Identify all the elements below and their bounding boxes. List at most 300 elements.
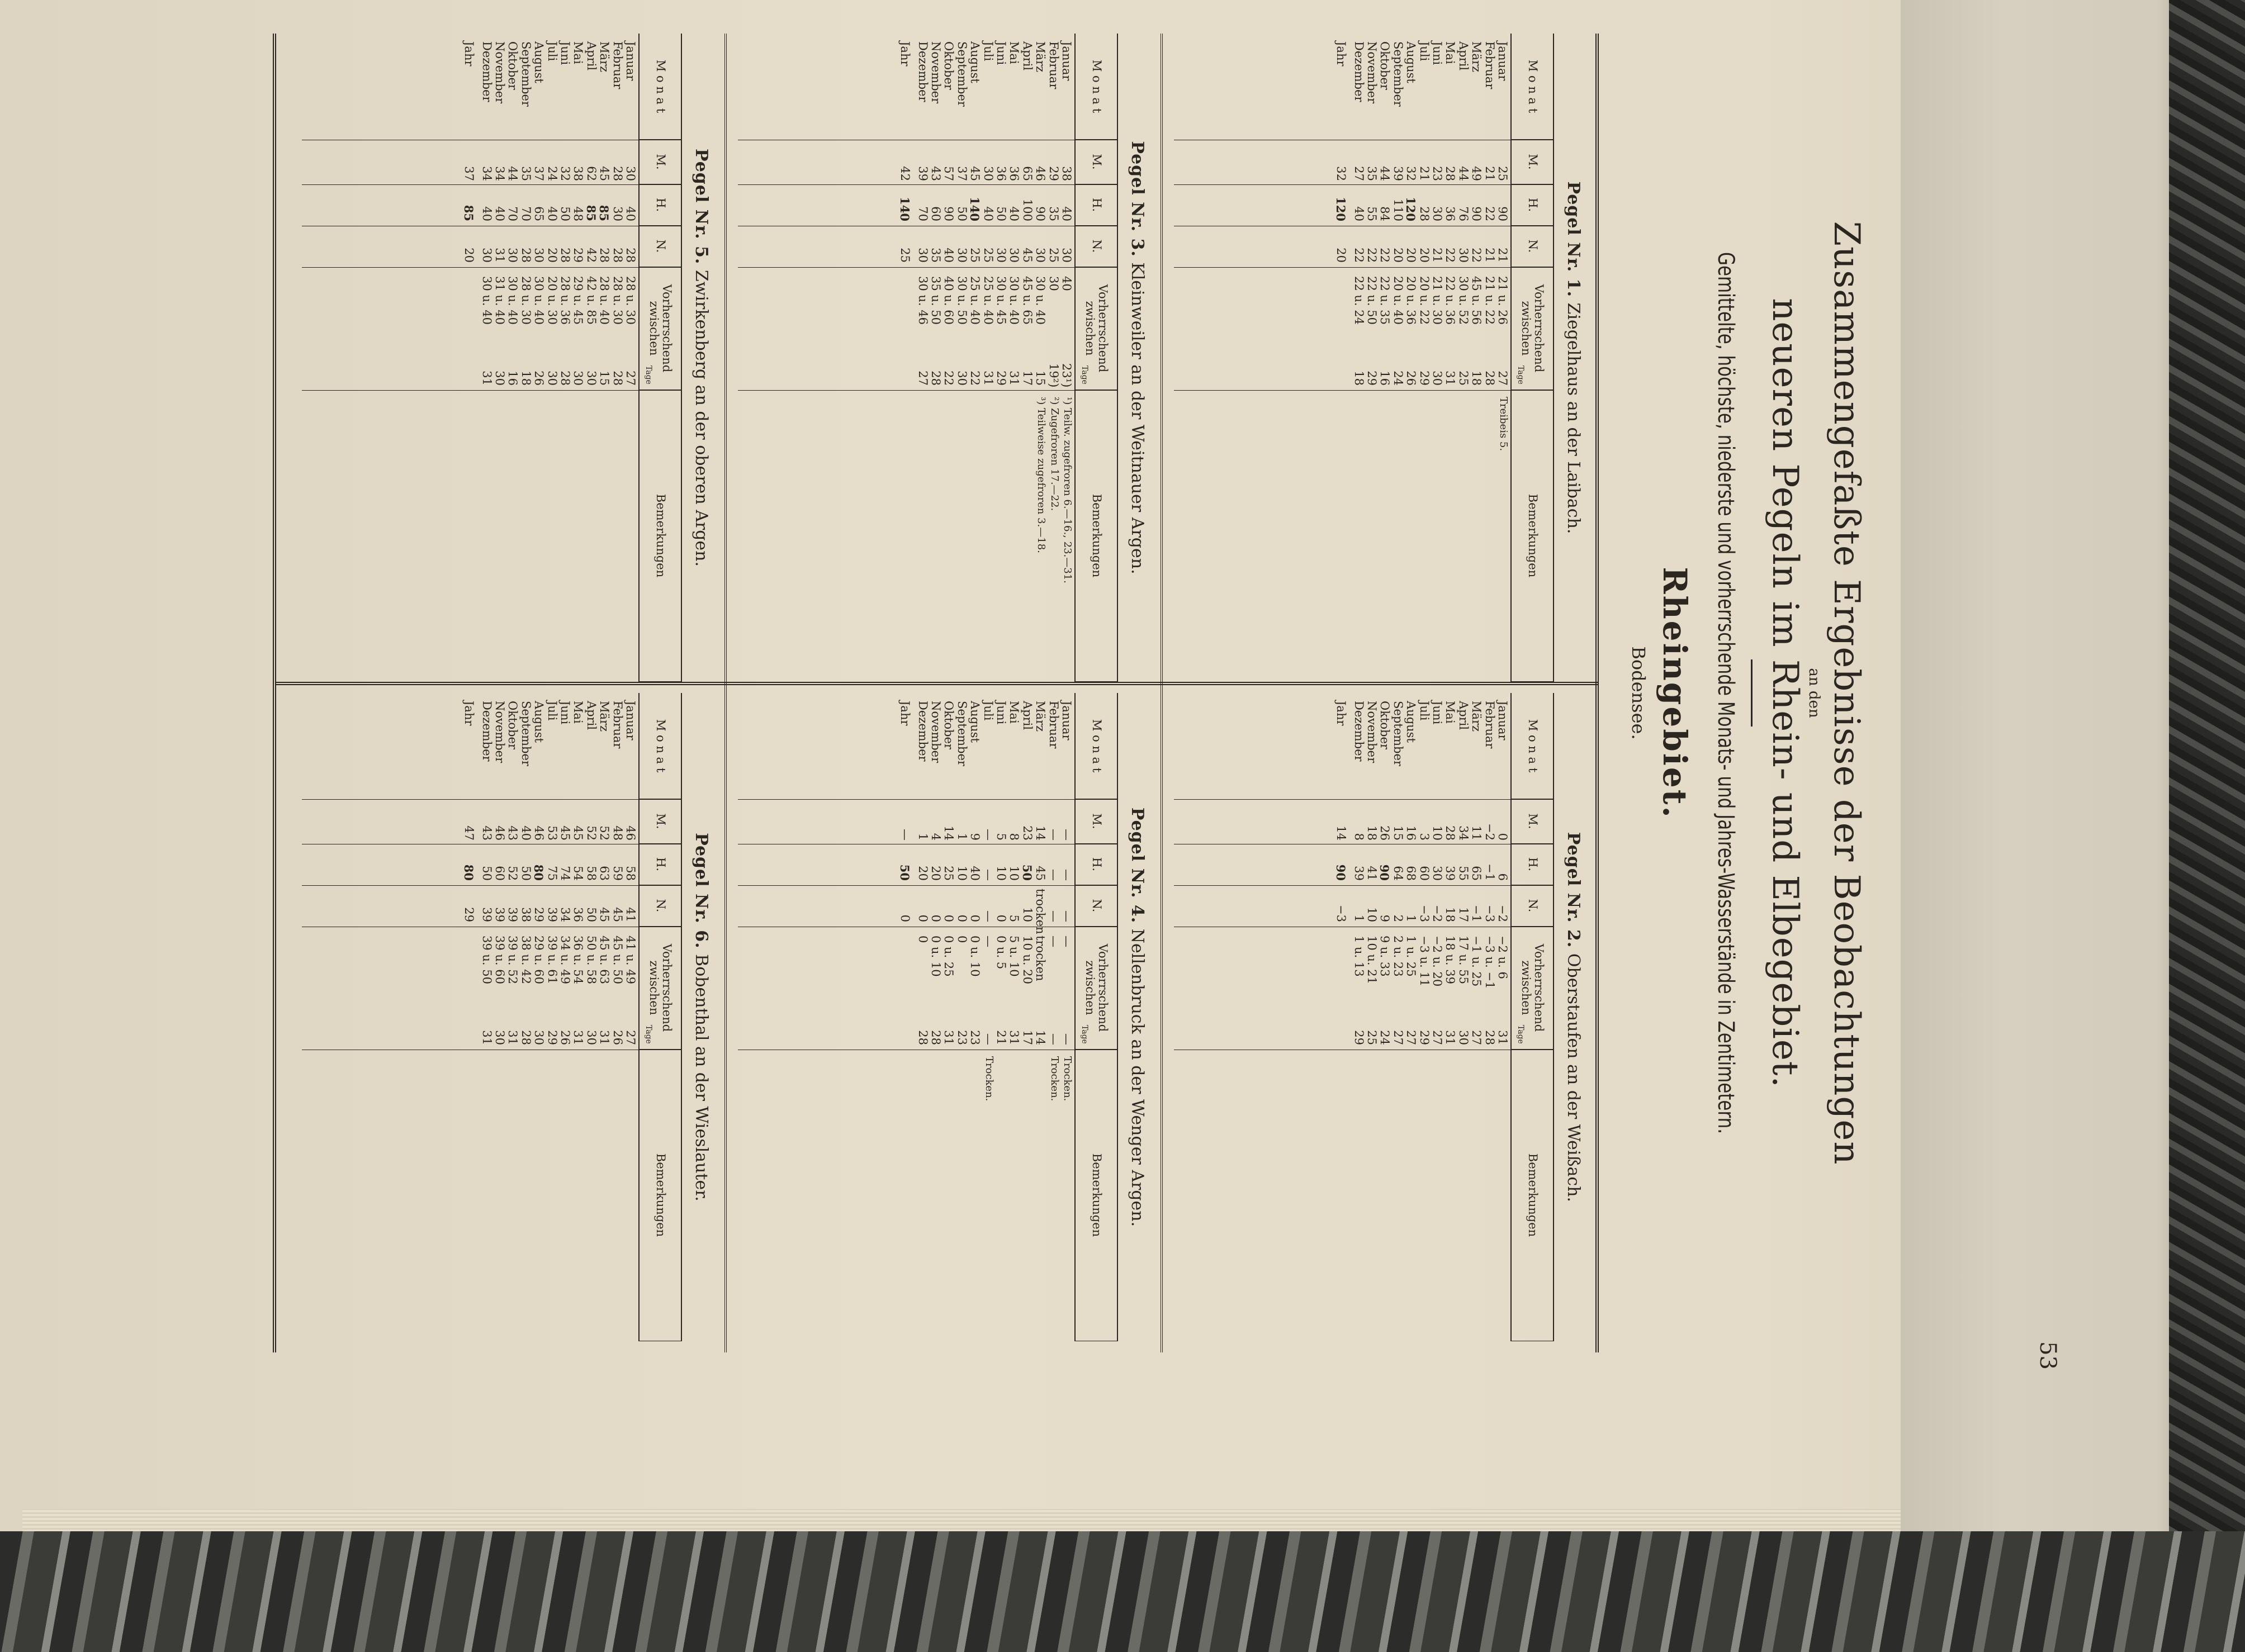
month-cell: Februar xyxy=(610,41,624,89)
mean-cell: 8 xyxy=(1352,833,1366,841)
subregion-heading: Bodensee. xyxy=(1628,646,1649,740)
high-cell: 90 xyxy=(942,206,956,221)
remark-cell: Trocken. xyxy=(983,1056,995,1102)
table-header xyxy=(1074,34,1118,682)
days-cell: 23 xyxy=(955,1030,969,1045)
mean-cell: 15 xyxy=(1391,825,1405,841)
table-row xyxy=(916,693,929,1341)
low-cell: 40 xyxy=(942,248,956,263)
table-row xyxy=(1060,693,1073,1341)
range-cell: — xyxy=(1060,936,1073,947)
low-cell: −3 xyxy=(1334,905,1348,922)
month-cell: Januar xyxy=(1060,41,1073,81)
range-cell: −2 u. 20 xyxy=(1431,936,1444,987)
range-cell: 17 u. 55 xyxy=(1456,936,1470,984)
range-cell: 39 u. 61 xyxy=(545,936,559,984)
month-cell: Januar xyxy=(1496,41,1509,81)
low-cell: −2 xyxy=(1431,905,1444,922)
range-cell: 21 u. 30 xyxy=(1431,276,1444,325)
month-cell: April xyxy=(1020,41,1034,71)
column-divider xyxy=(276,682,1599,685)
header-h: H. xyxy=(1076,844,1117,885)
table-body xyxy=(1335,34,1509,682)
table-row xyxy=(624,693,637,1341)
title-line-2: neueren Pegeln im Rhein- und Elbegebiet. xyxy=(1764,298,1806,1088)
days-cell: 29 xyxy=(994,371,1008,386)
month-cell: März xyxy=(1034,41,1048,73)
month-cell: Dezember xyxy=(1352,701,1366,762)
days-cell: 15 xyxy=(598,371,612,386)
month-cell: Februar xyxy=(1483,41,1496,89)
low-cell: 20 xyxy=(462,248,476,263)
mean-cell: 25 xyxy=(1496,166,1509,181)
high-cell: 74 xyxy=(558,866,572,881)
mean-cell: 62 xyxy=(584,166,598,181)
month-cell: Februar xyxy=(1483,701,1496,749)
high-cell: 55 xyxy=(1365,206,1379,221)
mean-cell: 44 xyxy=(1378,166,1392,181)
high-cell: 35 xyxy=(1046,206,1060,221)
range-cell: 45 u. 50 xyxy=(610,936,624,984)
low-cell: 1 xyxy=(1352,914,1366,922)
low-cell: 25 xyxy=(898,248,912,263)
table-row xyxy=(611,34,624,682)
month-cell: Juni xyxy=(994,41,1008,65)
table-row xyxy=(598,693,611,1341)
days-cell: 19²) xyxy=(1046,363,1060,388)
high-cell: 55 xyxy=(1456,866,1470,881)
table-row xyxy=(611,693,624,1341)
days-cell: 18 xyxy=(519,371,533,386)
mean-cell: 45 xyxy=(598,166,612,181)
range-cell: 20 u. 30 xyxy=(545,276,559,325)
table-body xyxy=(1335,693,1509,1341)
table-row xyxy=(1047,693,1060,1341)
month-cell: September xyxy=(519,701,533,766)
header-m: M. xyxy=(640,799,681,844)
header-tage: Tage xyxy=(1080,1025,1089,1044)
low-cell: 10 xyxy=(1365,907,1379,922)
high-cell: 54 xyxy=(571,866,585,881)
mean-cell: 23 xyxy=(1020,825,1034,841)
mean-cell: 43 xyxy=(506,825,520,841)
month-cell: Juni xyxy=(558,41,572,65)
table-row xyxy=(533,693,546,1341)
high-cell: 85 xyxy=(462,205,476,221)
low-cell: 2 xyxy=(1391,914,1405,922)
table-row xyxy=(1352,34,1365,682)
month-cell: August xyxy=(532,41,546,83)
range-cell: 34 u. 49 xyxy=(558,936,572,984)
high-cell: 100 xyxy=(1020,198,1034,221)
month-cell: April xyxy=(1020,701,1034,730)
month-cell: Juni xyxy=(994,701,1008,725)
high-cell: 20 xyxy=(929,866,943,881)
table-row xyxy=(1444,693,1457,1341)
low-cell: 45 xyxy=(1020,248,1034,263)
low-cell: 28 xyxy=(519,248,533,263)
low-cell: 42 xyxy=(584,248,598,263)
range-cell: 28 u. 40 xyxy=(598,276,612,325)
low-cell: 0 xyxy=(929,914,943,922)
mean-cell: 18 xyxy=(1365,825,1379,841)
mean-cell: 28 xyxy=(1443,825,1457,841)
mean-cell: 39 xyxy=(916,166,930,181)
pegel-title xyxy=(1564,693,1583,1341)
days-cell: 30 xyxy=(955,371,969,386)
range-cell: 25 u. 40 xyxy=(981,276,995,325)
mean-cell: 38 xyxy=(571,166,585,181)
low-cell: 30 xyxy=(1456,248,1470,263)
high-cell: 30 xyxy=(1431,206,1444,221)
table-row xyxy=(1457,34,1470,682)
high-cell: 30 xyxy=(610,206,624,221)
pegel-block xyxy=(291,693,721,1341)
low-cell: 29 xyxy=(532,907,546,922)
month-cell: November xyxy=(493,41,507,104)
month-cell: Januar xyxy=(1060,701,1073,740)
mean-cell: 24 xyxy=(545,166,559,181)
table-row xyxy=(1391,34,1404,682)
days-cell: 30 xyxy=(571,371,585,386)
days-cell: 27 xyxy=(1431,1030,1444,1045)
high-cell: 58 xyxy=(624,866,637,881)
days-cell: 28 xyxy=(519,1030,533,1045)
high-cell: 70 xyxy=(519,206,533,221)
high-cell: 40 xyxy=(1060,206,1073,221)
range-cell: 30 xyxy=(1046,276,1060,291)
days-cell: 18 xyxy=(1352,371,1366,386)
low-cell: 30 xyxy=(506,248,520,263)
table-row xyxy=(1021,693,1034,1341)
table-header xyxy=(1510,693,1554,1341)
low-cell: 29 xyxy=(571,248,585,263)
month-cell: Juni xyxy=(1431,41,1444,65)
range-cell: 30 u. 46 xyxy=(916,276,930,325)
header-vorherrschend: Vorherrschend zwischen xyxy=(1076,267,1117,390)
days-cell: 26 xyxy=(532,371,546,386)
mean-cell: 9 xyxy=(968,833,982,841)
days-cell: 29 xyxy=(1417,1030,1431,1045)
range-cell: 0 u. 10 xyxy=(968,936,982,977)
high-cell: 6 xyxy=(1496,873,1509,881)
header-m: M. xyxy=(1512,799,1553,844)
mean-cell: 32 xyxy=(558,166,572,181)
high-cell: 60 xyxy=(493,866,507,881)
low-cell: 25 xyxy=(1046,248,1060,263)
header-n: N. xyxy=(1512,226,1553,267)
low-cell: 21 xyxy=(1496,248,1509,263)
mean-cell: 27 xyxy=(1352,166,1366,181)
low-cell: 45 xyxy=(610,907,624,922)
page-number: 53 xyxy=(2035,1341,2061,1370)
header-m: M. xyxy=(1512,140,1553,184)
days-cell: 17 xyxy=(1020,1030,1034,1045)
range-cell: 29 u. 45 xyxy=(571,276,585,325)
low-cell: 39 xyxy=(545,907,559,922)
mean-cell: 3 xyxy=(1417,833,1431,841)
days-cell: 15 xyxy=(1034,371,1048,386)
month-cell: Mai xyxy=(1443,701,1457,724)
header-h: H. xyxy=(1076,184,1117,226)
days-cell: 30 xyxy=(532,1030,546,1045)
days-cell: 28 xyxy=(929,1030,943,1045)
days-cell: 21 xyxy=(994,1030,1008,1045)
days-cell: 31 xyxy=(1443,1030,1457,1045)
table-row xyxy=(1352,693,1365,1341)
low-cell: 0 xyxy=(968,914,982,922)
month-cell: November xyxy=(929,701,943,763)
low-cell: 39 xyxy=(480,907,494,922)
range-cell: 30 u. 40 xyxy=(1034,276,1048,325)
days-cell: 31 xyxy=(506,1030,520,1045)
days-cell: 30 xyxy=(1431,371,1444,386)
mean-cell: 0 xyxy=(1496,833,1509,841)
days-cell: 24 xyxy=(1391,371,1405,386)
header-monat: M o n a t xyxy=(1076,693,1117,799)
mean-cell: 11 xyxy=(1470,825,1484,841)
days-cell: 31 xyxy=(942,1030,956,1045)
range-cell: 39 u. 60 xyxy=(493,936,507,984)
high-cell: 39 xyxy=(1443,866,1457,881)
high-cell: 40 xyxy=(545,206,559,221)
pegel-title xyxy=(692,34,711,682)
days-cell: — xyxy=(1046,1033,1060,1045)
pegel-title xyxy=(1128,34,1147,682)
range-cell: 21 u. 26 xyxy=(1496,276,1509,325)
range-cell: 30 u. 40 xyxy=(480,276,494,325)
low-cell: 0 xyxy=(955,914,969,922)
mean-cell: 49 xyxy=(1470,166,1484,181)
low-cell: 17 xyxy=(1456,907,1470,922)
range-cell: 10 u. 21 xyxy=(1365,936,1379,984)
rotated-table-sheet xyxy=(246,22,1901,1364)
range-cell: — xyxy=(981,936,995,947)
table-row xyxy=(1483,34,1496,682)
table-row xyxy=(1391,693,1404,1341)
mean-cell: 29 xyxy=(1046,166,1060,181)
days-cell: 31 xyxy=(598,1030,612,1045)
low-cell: 22 xyxy=(1365,248,1379,263)
days-cell: 22 xyxy=(942,371,956,386)
range-cell: 1 u. 13 xyxy=(1352,936,1366,977)
table-row xyxy=(930,34,942,682)
mean-cell: 21 xyxy=(1417,166,1431,181)
header-monat: M o n a t xyxy=(1512,34,1553,140)
table-row xyxy=(519,34,532,682)
table-row xyxy=(1483,693,1496,1341)
days-cell: 30 xyxy=(584,1030,598,1045)
pegel-title xyxy=(692,693,711,1341)
low-cell: 22 xyxy=(1443,248,1457,263)
low-cell: 30 xyxy=(994,248,1008,263)
pegel-name: Zwirkenberg an der oberen Argen. xyxy=(692,264,711,567)
month-cell: Februar xyxy=(1046,701,1060,749)
header-bemerkungen: Bemerkungen xyxy=(1076,390,1117,682)
table-row xyxy=(899,693,912,1341)
high-cell: 22 xyxy=(1483,206,1496,221)
month-cell: April xyxy=(1456,701,1470,730)
high-cell: 90 xyxy=(1377,864,1392,881)
table-row xyxy=(1060,34,1073,682)
high-cell: 63 xyxy=(598,866,612,881)
month-cell: November xyxy=(493,701,507,763)
table-body xyxy=(899,34,1073,682)
days-cell: 26 xyxy=(1404,371,1418,386)
low-cell: 22 xyxy=(1352,248,1366,263)
table-row xyxy=(1496,693,1509,1341)
range-cell: 40 u. 60 xyxy=(942,276,956,325)
high-cell: — xyxy=(1060,869,1073,881)
high-cell: 50 xyxy=(1020,864,1034,881)
days-cell: 26 xyxy=(558,1030,572,1045)
range-cell: −3 u. −1 xyxy=(1483,936,1496,989)
table-row xyxy=(899,34,912,682)
mean-cell: 26 xyxy=(1378,825,1392,841)
range-cell: 0 u. 5 xyxy=(994,936,1008,970)
table-row xyxy=(995,693,1008,1341)
pegel-name: Ziegelhaus an der Laibach. xyxy=(1564,297,1583,534)
range-cell: 21 u. 22 xyxy=(1483,276,1496,325)
low-cell: 28 xyxy=(610,248,624,263)
high-cell: 10 xyxy=(994,866,1008,881)
range-cell: 20 u. 36 xyxy=(1404,276,1418,325)
days-cell: 31 xyxy=(1443,371,1457,386)
header-vorherrschend: Vorherrschend zwischen xyxy=(1512,927,1553,1050)
mean-cell: 57 xyxy=(942,166,956,181)
range-cell: 28 u. 30 xyxy=(610,276,624,325)
table-row xyxy=(1457,693,1470,1341)
pegel-number: Pegel Nr. 3. xyxy=(1128,141,1147,257)
table-row xyxy=(559,693,572,1341)
days-cell: 31 xyxy=(981,371,995,386)
table-body xyxy=(463,693,637,1341)
pegel-block xyxy=(291,34,721,682)
mean-cell: 46 xyxy=(493,825,507,841)
low-cell: 28 xyxy=(598,248,612,263)
header-vorherrschend: Vorherrschend zwischen xyxy=(1512,267,1553,390)
table-row xyxy=(1470,693,1483,1341)
high-cell: 50 xyxy=(558,206,572,221)
low-cell: 38 xyxy=(519,907,533,922)
mean-cell: 36 xyxy=(994,166,1008,181)
low-cell: −1 xyxy=(1470,905,1484,922)
range-cell: 30 u. 40 xyxy=(1007,276,1021,325)
high-cell: 110 xyxy=(1391,198,1405,221)
high-cell: 36 xyxy=(1443,206,1457,221)
month-cell: März xyxy=(598,701,612,732)
mean-cell: 37 xyxy=(532,166,546,181)
table-row xyxy=(1496,34,1509,682)
low-cell: 20 xyxy=(1404,248,1418,263)
low-cell: 20 xyxy=(1391,248,1405,263)
range-cell: 20 u. 40 xyxy=(1391,276,1405,325)
header-n: N. xyxy=(640,885,681,927)
pegel-block xyxy=(727,693,1157,1341)
header-bemerkungen: Bemerkungen xyxy=(640,1050,681,1341)
mean-cell: 28 xyxy=(610,166,624,181)
days-cell: 14 xyxy=(1034,1030,1048,1045)
month-cell: April xyxy=(1456,41,1470,71)
high-cell: 140 xyxy=(968,197,982,221)
low-cell: 39 xyxy=(493,907,507,922)
low-cell: — xyxy=(1060,910,1073,922)
range-cell: 39 u. 50 xyxy=(480,936,494,984)
mean-cell: 45 xyxy=(571,825,585,841)
low-cell: 50 xyxy=(584,907,598,922)
mean-cell: 32 xyxy=(1334,166,1348,181)
table-row xyxy=(1008,693,1021,1341)
remark-cell: ³) Teilweise zugefroren 3.—18. xyxy=(1035,397,1048,553)
table-row xyxy=(506,693,519,1341)
table-body xyxy=(463,34,637,682)
mean-cell: — xyxy=(898,829,912,841)
mean-cell: 36 xyxy=(1007,166,1021,181)
table-row xyxy=(585,34,598,682)
mean-cell: — xyxy=(1046,829,1060,841)
mean-cell: 47 xyxy=(462,825,476,841)
range-cell: 30 u. 40 xyxy=(506,276,520,325)
header-h: H. xyxy=(1512,184,1553,226)
table-row xyxy=(559,34,572,682)
table-row xyxy=(982,34,994,682)
marbled-edge xyxy=(2169,0,2245,1542)
days-cell: 25 xyxy=(1365,1030,1379,1045)
header-n: N. xyxy=(640,226,681,267)
days-cell: 28 xyxy=(1483,1030,1496,1045)
low-cell: 30 xyxy=(955,248,969,263)
header-m: M. xyxy=(640,140,681,184)
month-cell: September xyxy=(519,41,533,107)
days-cell: 18 xyxy=(1470,371,1484,386)
month-cell: Oktober xyxy=(506,701,520,749)
low-cell: 10 xyxy=(1020,907,1034,922)
high-cell: — xyxy=(1046,869,1060,881)
month-cell: Jahr xyxy=(898,701,912,726)
header-monat: M o n a t xyxy=(1076,34,1117,140)
month-cell: Juni xyxy=(558,701,572,725)
range-cell: 0 xyxy=(955,936,969,943)
table-row xyxy=(480,34,493,682)
range-cell: 0 xyxy=(916,936,930,943)
low-cell: 36 xyxy=(571,907,585,922)
month-cell: Januar xyxy=(624,701,637,740)
days-cell: 30 xyxy=(584,371,598,386)
high-cell: 20 xyxy=(916,866,930,881)
high-cell: 65 xyxy=(1470,866,1484,881)
mean-cell: 14 xyxy=(942,825,956,841)
month-cell: August xyxy=(1404,701,1418,743)
days-cell: 28 xyxy=(1483,371,1496,386)
range-cell: 9 u. 33 xyxy=(1378,936,1392,977)
marbled-cover xyxy=(0,1531,2245,1652)
table-row xyxy=(533,34,546,682)
mean-cell: 53 xyxy=(545,825,559,841)
table-row xyxy=(1379,693,1391,1341)
header-vorherrschend: Vorherrschend zwischen xyxy=(640,927,681,1050)
high-cell: 65 xyxy=(532,206,546,221)
table-row xyxy=(506,34,519,682)
high-cell: 120 xyxy=(1404,197,1418,221)
low-cell: 25 xyxy=(968,248,982,263)
high-cell: 48 xyxy=(571,206,585,221)
month-cell: Oktober xyxy=(1378,41,1392,90)
low-cell: 39 xyxy=(506,907,520,922)
low-cell: 25 xyxy=(981,248,995,263)
month-cell: Juli xyxy=(545,701,559,721)
month-cell: Jahr xyxy=(898,41,912,67)
low-cell: 0 xyxy=(898,914,912,922)
